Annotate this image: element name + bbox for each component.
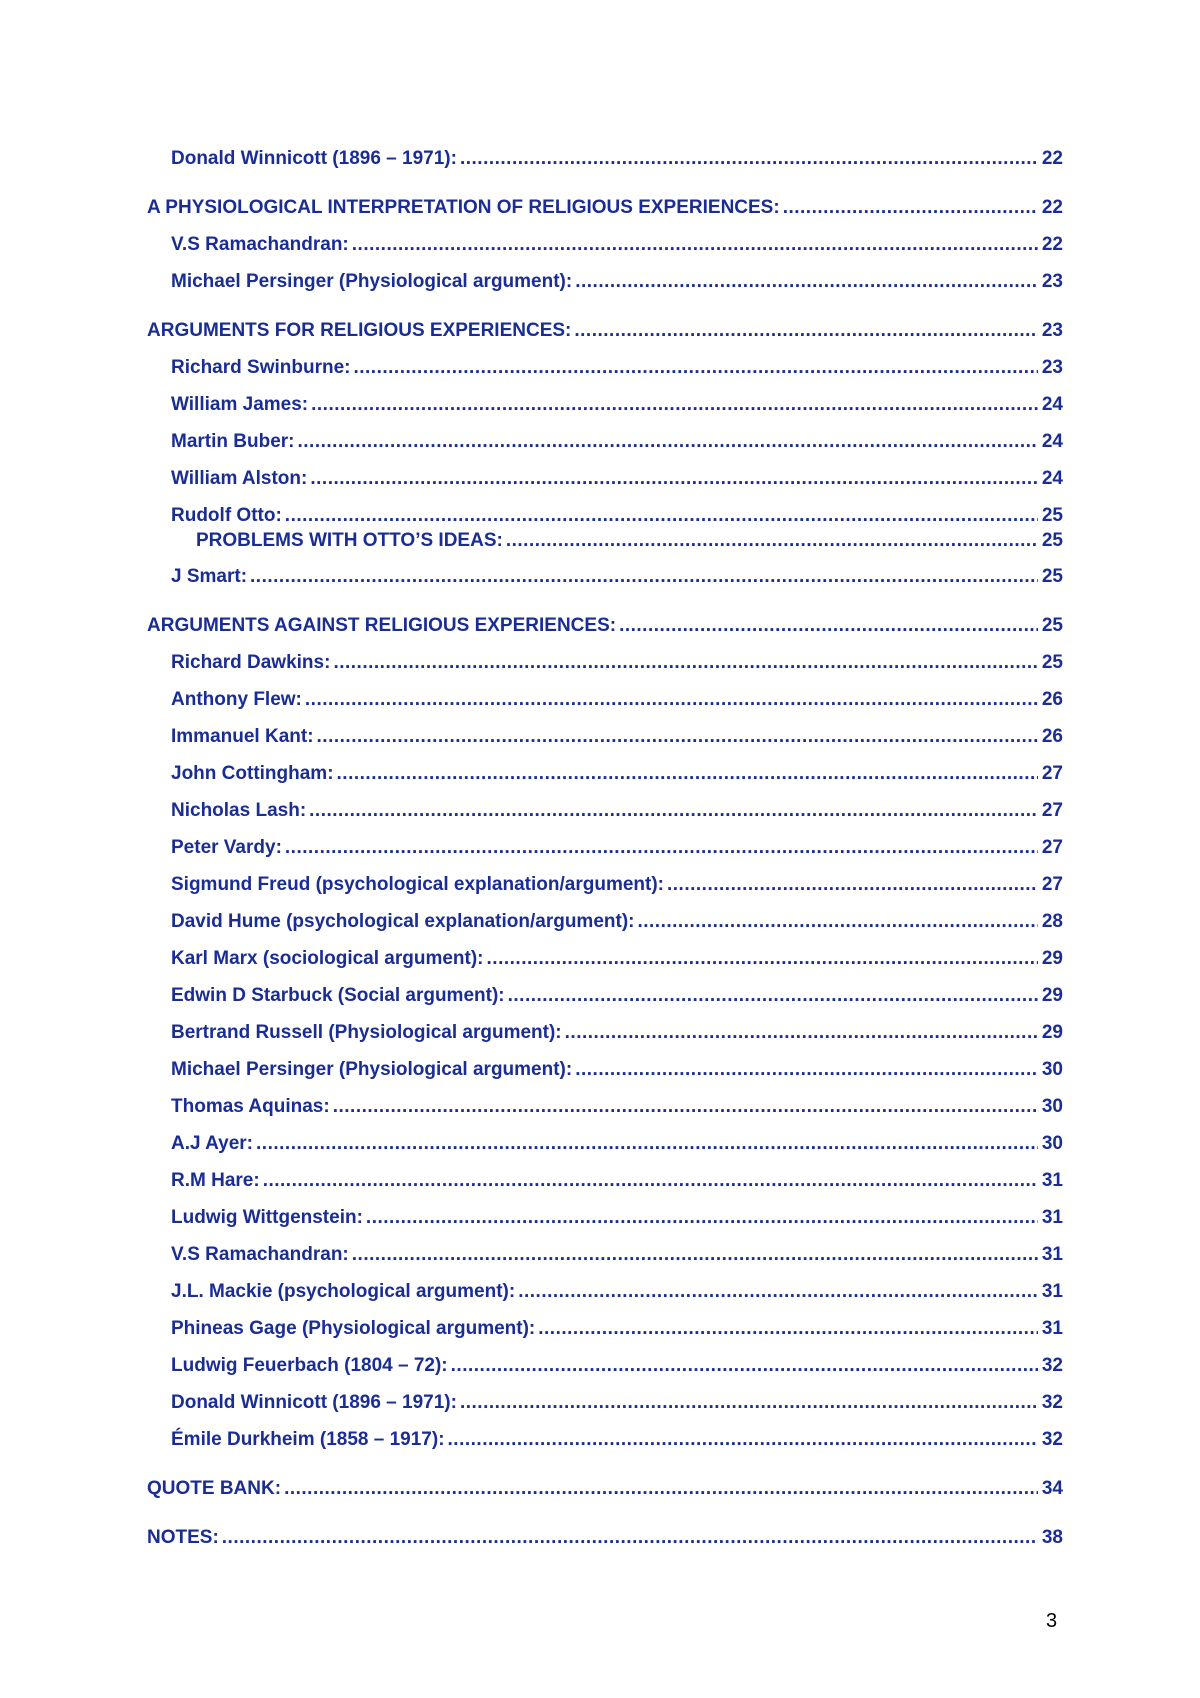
dot-leader — [565, 1020, 1038, 1046]
dot-leader — [637, 909, 1038, 935]
toc-entry[interactable] — [171, 232, 1063, 258]
toc-entry-label: Karl Marx (sociological argument): — [171, 948, 484, 969]
toc-page-number: 32 — [1041, 1355, 1063, 1376]
toc-entry[interactable] — [171, 1279, 1063, 1305]
dot-leader — [366, 1205, 1038, 1231]
dot-leader — [448, 1427, 1038, 1453]
dot-leader — [460, 1390, 1038, 1416]
toc-page-number: 38 — [1041, 1527, 1063, 1548]
toc-entry[interactable] — [171, 650, 1063, 676]
dot-leader — [311, 392, 1038, 418]
toc-page-number: 27 — [1041, 874, 1063, 895]
toc-entry[interactable] — [171, 146, 1063, 172]
toc-entry-label: Richard Swinburne: — [171, 357, 351, 378]
dot-leader — [619, 613, 1038, 639]
dot-leader — [285, 503, 1038, 529]
toc-entry-label: Peter Vardy: — [171, 837, 282, 858]
toc-page-number: 25 — [1041, 566, 1063, 587]
dot-leader — [460, 146, 1038, 172]
toc-entry[interactable] — [171, 1390, 1063, 1416]
page-number: 3 — [1046, 1610, 1058, 1632]
toc-entry-label: ARGUMENTS FOR RELIGIOUS EXPERIENCES: — [147, 320, 572, 341]
dot-leader — [575, 1057, 1038, 1083]
toc-entry-label: Émile Durkheim (1858 – 1917): — [171, 1429, 445, 1450]
dot-leader — [538, 1316, 1038, 1342]
toc-page-number: 30 — [1041, 1096, 1063, 1117]
dot-leader — [575, 269, 1038, 295]
toc-entry[interactable] — [171, 983, 1063, 1009]
dot-leader — [309, 798, 1038, 824]
toc-entry[interactable] — [147, 318, 1063, 344]
toc-page-number: 23 — [1041, 357, 1063, 378]
toc-entry-label: Ludwig Feuerbach (1804 – 72): — [171, 1355, 448, 1376]
toc-entry-label: A PHYSIOLOGICAL INTERPRETATION OF RELIGIOUS EXPERIENCES: — [147, 197, 780, 218]
toc-entry[interactable] — [171, 1094, 1063, 1120]
toc-entry-label: Donald Winnicott (1896 – 1971): — [171, 1392, 457, 1413]
toc-entry[interactable] — [147, 1525, 1063, 1551]
toc-entry-label: Phineas Gage (Physiological argument): — [171, 1318, 536, 1339]
toc-entry[interactable] — [171, 1168, 1063, 1194]
toc-entry-label: Michael Persinger (Physiological argument): — [171, 271, 573, 292]
toc-page-number: 29 — [1041, 985, 1063, 1006]
toc-entry[interactable] — [171, 355, 1063, 381]
toc-entry[interactable] — [147, 195, 1063, 221]
toc-entry-label: J.L. Mackie (psychological argument): — [171, 1281, 516, 1302]
toc-entry[interactable] — [171, 835, 1063, 861]
toc-entry-label: J Smart: — [171, 566, 248, 587]
toc-page-number: 26 — [1041, 689, 1063, 710]
toc-page-number: 25 — [1041, 652, 1063, 673]
toc-entry-label: Immanuel Kant: — [171, 726, 314, 747]
toc-page-number: 31 — [1041, 1207, 1063, 1228]
toc-entry-label: Anthony Flew: — [171, 689, 302, 710]
dot-leader — [337, 761, 1038, 787]
toc-page-number: 30 — [1041, 1059, 1063, 1080]
toc-page-number: 25 — [1041, 505, 1063, 526]
dot-leader — [310, 466, 1038, 492]
toc-entry-label: William James: — [171, 394, 309, 415]
toc-entry-label: Donald Winnicott (1896 – 1971): — [171, 148, 457, 169]
toc-page-number: 27 — [1041, 837, 1063, 858]
dot-leader — [352, 1242, 1038, 1268]
toc-entry[interactable] — [171, 1057, 1063, 1083]
toc-page-number: 29 — [1041, 1022, 1063, 1043]
toc-page-number: 31 — [1041, 1318, 1063, 1339]
toc-entry-label: NOTES: — [147, 1527, 219, 1548]
toc-page-number: 28 — [1041, 911, 1063, 932]
toc-entry-label: Edwin D Starbuck (Social argument): — [171, 985, 505, 1006]
toc-entry-label: QUOTE BANK: — [147, 1478, 282, 1499]
dot-leader — [487, 946, 1038, 972]
toc-entry-label: V.S Ramachandran: — [171, 1244, 349, 1265]
toc-page-number: 31 — [1041, 1170, 1063, 1191]
toc-entry[interactable] — [171, 1242, 1063, 1268]
toc-page-number: 32 — [1041, 1429, 1063, 1450]
toc-entry[interactable] — [171, 466, 1063, 492]
toc-entry[interactable] — [171, 1427, 1063, 1453]
dot-leader — [333, 1094, 1038, 1120]
toc-entry-label: Thomas Aquinas: — [171, 1096, 330, 1117]
toc-page-number: 25 — [1041, 615, 1063, 636]
toc-entry[interactable] — [147, 613, 1063, 639]
toc-entry[interactable] — [171, 909, 1063, 935]
dot-leader — [508, 983, 1038, 1009]
toc-entry[interactable] — [147, 1476, 1063, 1502]
toc-page-number: 30 — [1041, 1133, 1063, 1154]
dot-leader — [284, 1476, 1038, 1502]
dot-leader — [352, 232, 1038, 258]
dot-leader — [506, 528, 1038, 554]
toc-entry[interactable] — [171, 946, 1063, 972]
dot-leader — [263, 1168, 1038, 1194]
toc-page-number: 22 — [1041, 148, 1063, 169]
toc-page-number: 31 — [1041, 1281, 1063, 1302]
toc-entry[interactable] — [171, 872, 1063, 898]
toc-entry-label: PROBLEMS WITH OTTO’S IDEAS: — [196, 530, 503, 551]
toc-entry-label: A.J Ayer: — [171, 1133, 254, 1154]
dot-leader — [574, 318, 1038, 344]
toc-page-number: 29 — [1041, 948, 1063, 969]
toc-page-number: 22 — [1041, 234, 1063, 255]
dot-leader — [256, 1131, 1038, 1157]
toc-page-number: 24 — [1041, 394, 1063, 415]
toc-page-number: 24 — [1041, 431, 1063, 452]
toc-entry-label: R.M Hare: — [171, 1170, 260, 1191]
toc-entry[interactable] — [171, 761, 1063, 787]
toc-page-number: 26 — [1041, 726, 1063, 747]
toc-entry[interactable] — [171, 798, 1063, 824]
toc-page-number: 25 — [1041, 530, 1063, 551]
toc-page-number: 34 — [1041, 1478, 1063, 1499]
toc-page-number: 32 — [1041, 1392, 1063, 1413]
toc-entry-label: ARGUMENTS AGAINST RELIGIOUS EXPERIENCES: — [147, 615, 617, 636]
toc-entry-label: John Cottingham: — [171, 763, 334, 784]
dot-leader — [250, 564, 1038, 590]
toc-entry[interactable] — [171, 429, 1063, 455]
toc-page-number: 27 — [1041, 763, 1063, 784]
dot-leader — [298, 429, 1039, 455]
toc-entry[interactable] — [171, 1020, 1063, 1046]
dot-leader — [451, 1353, 1038, 1379]
toc-entry-label: Richard Dawkins: — [171, 652, 331, 673]
toc-page-number: 22 — [1041, 197, 1063, 218]
toc-entry-label: Sigmund Freud (psychological explanation/argument): — [171, 874, 664, 895]
dot-leader — [317, 724, 1038, 750]
toc-entry-label: V.S Ramachandran: — [171, 234, 349, 255]
toc-page-number: 27 — [1041, 800, 1063, 821]
dot-leader — [667, 872, 1038, 898]
toc-entry[interactable] — [171, 1205, 1063, 1231]
toc-entry[interactable] — [171, 564, 1063, 590]
toc-entry[interactable] — [171, 392, 1063, 418]
toc-entry-label: David Hume (psychological explanation/argument): — [171, 911, 635, 932]
toc-entry[interactable] — [171, 724, 1063, 750]
toc-page-number: 24 — [1041, 468, 1063, 489]
dot-leader — [783, 195, 1038, 221]
toc-entry-label: Rudolf Otto: — [171, 505, 282, 526]
toc-entry[interactable] — [171, 503, 1063, 529]
toc-entry[interactable] — [196, 528, 1063, 554]
dot-leader — [285, 835, 1038, 861]
toc-entry-label: Ludwig Wittgenstein: — [171, 1207, 363, 1228]
toc-entry-label: Bertrand Russell (Physiological argument): — [171, 1022, 562, 1043]
toc-entry[interactable] — [171, 269, 1063, 295]
dot-leader — [333, 650, 1038, 676]
dot-leader — [305, 687, 1038, 713]
toc-entry[interactable] — [171, 1316, 1063, 1342]
toc-entry-label: Nicholas Lash: — [171, 800, 307, 821]
toc-entry[interactable] — [171, 1353, 1063, 1379]
toc-entry-label: Martin Buber: — [171, 431, 295, 452]
toc-entry-label: Michael Persinger (Physiological argument): — [171, 1059, 573, 1080]
toc-page-number: 23 — [1041, 320, 1063, 341]
toc-page-number: 31 — [1041, 1244, 1063, 1265]
toc-page-number: 23 — [1041, 271, 1063, 292]
dot-leader — [353, 355, 1038, 381]
toc-entry[interactable] — [171, 1131, 1063, 1157]
dot-leader — [518, 1279, 1038, 1305]
toc-entry[interactable] — [171, 687, 1063, 713]
dot-leader — [222, 1525, 1038, 1551]
toc-entry-label: William Alston: — [171, 468, 308, 489]
